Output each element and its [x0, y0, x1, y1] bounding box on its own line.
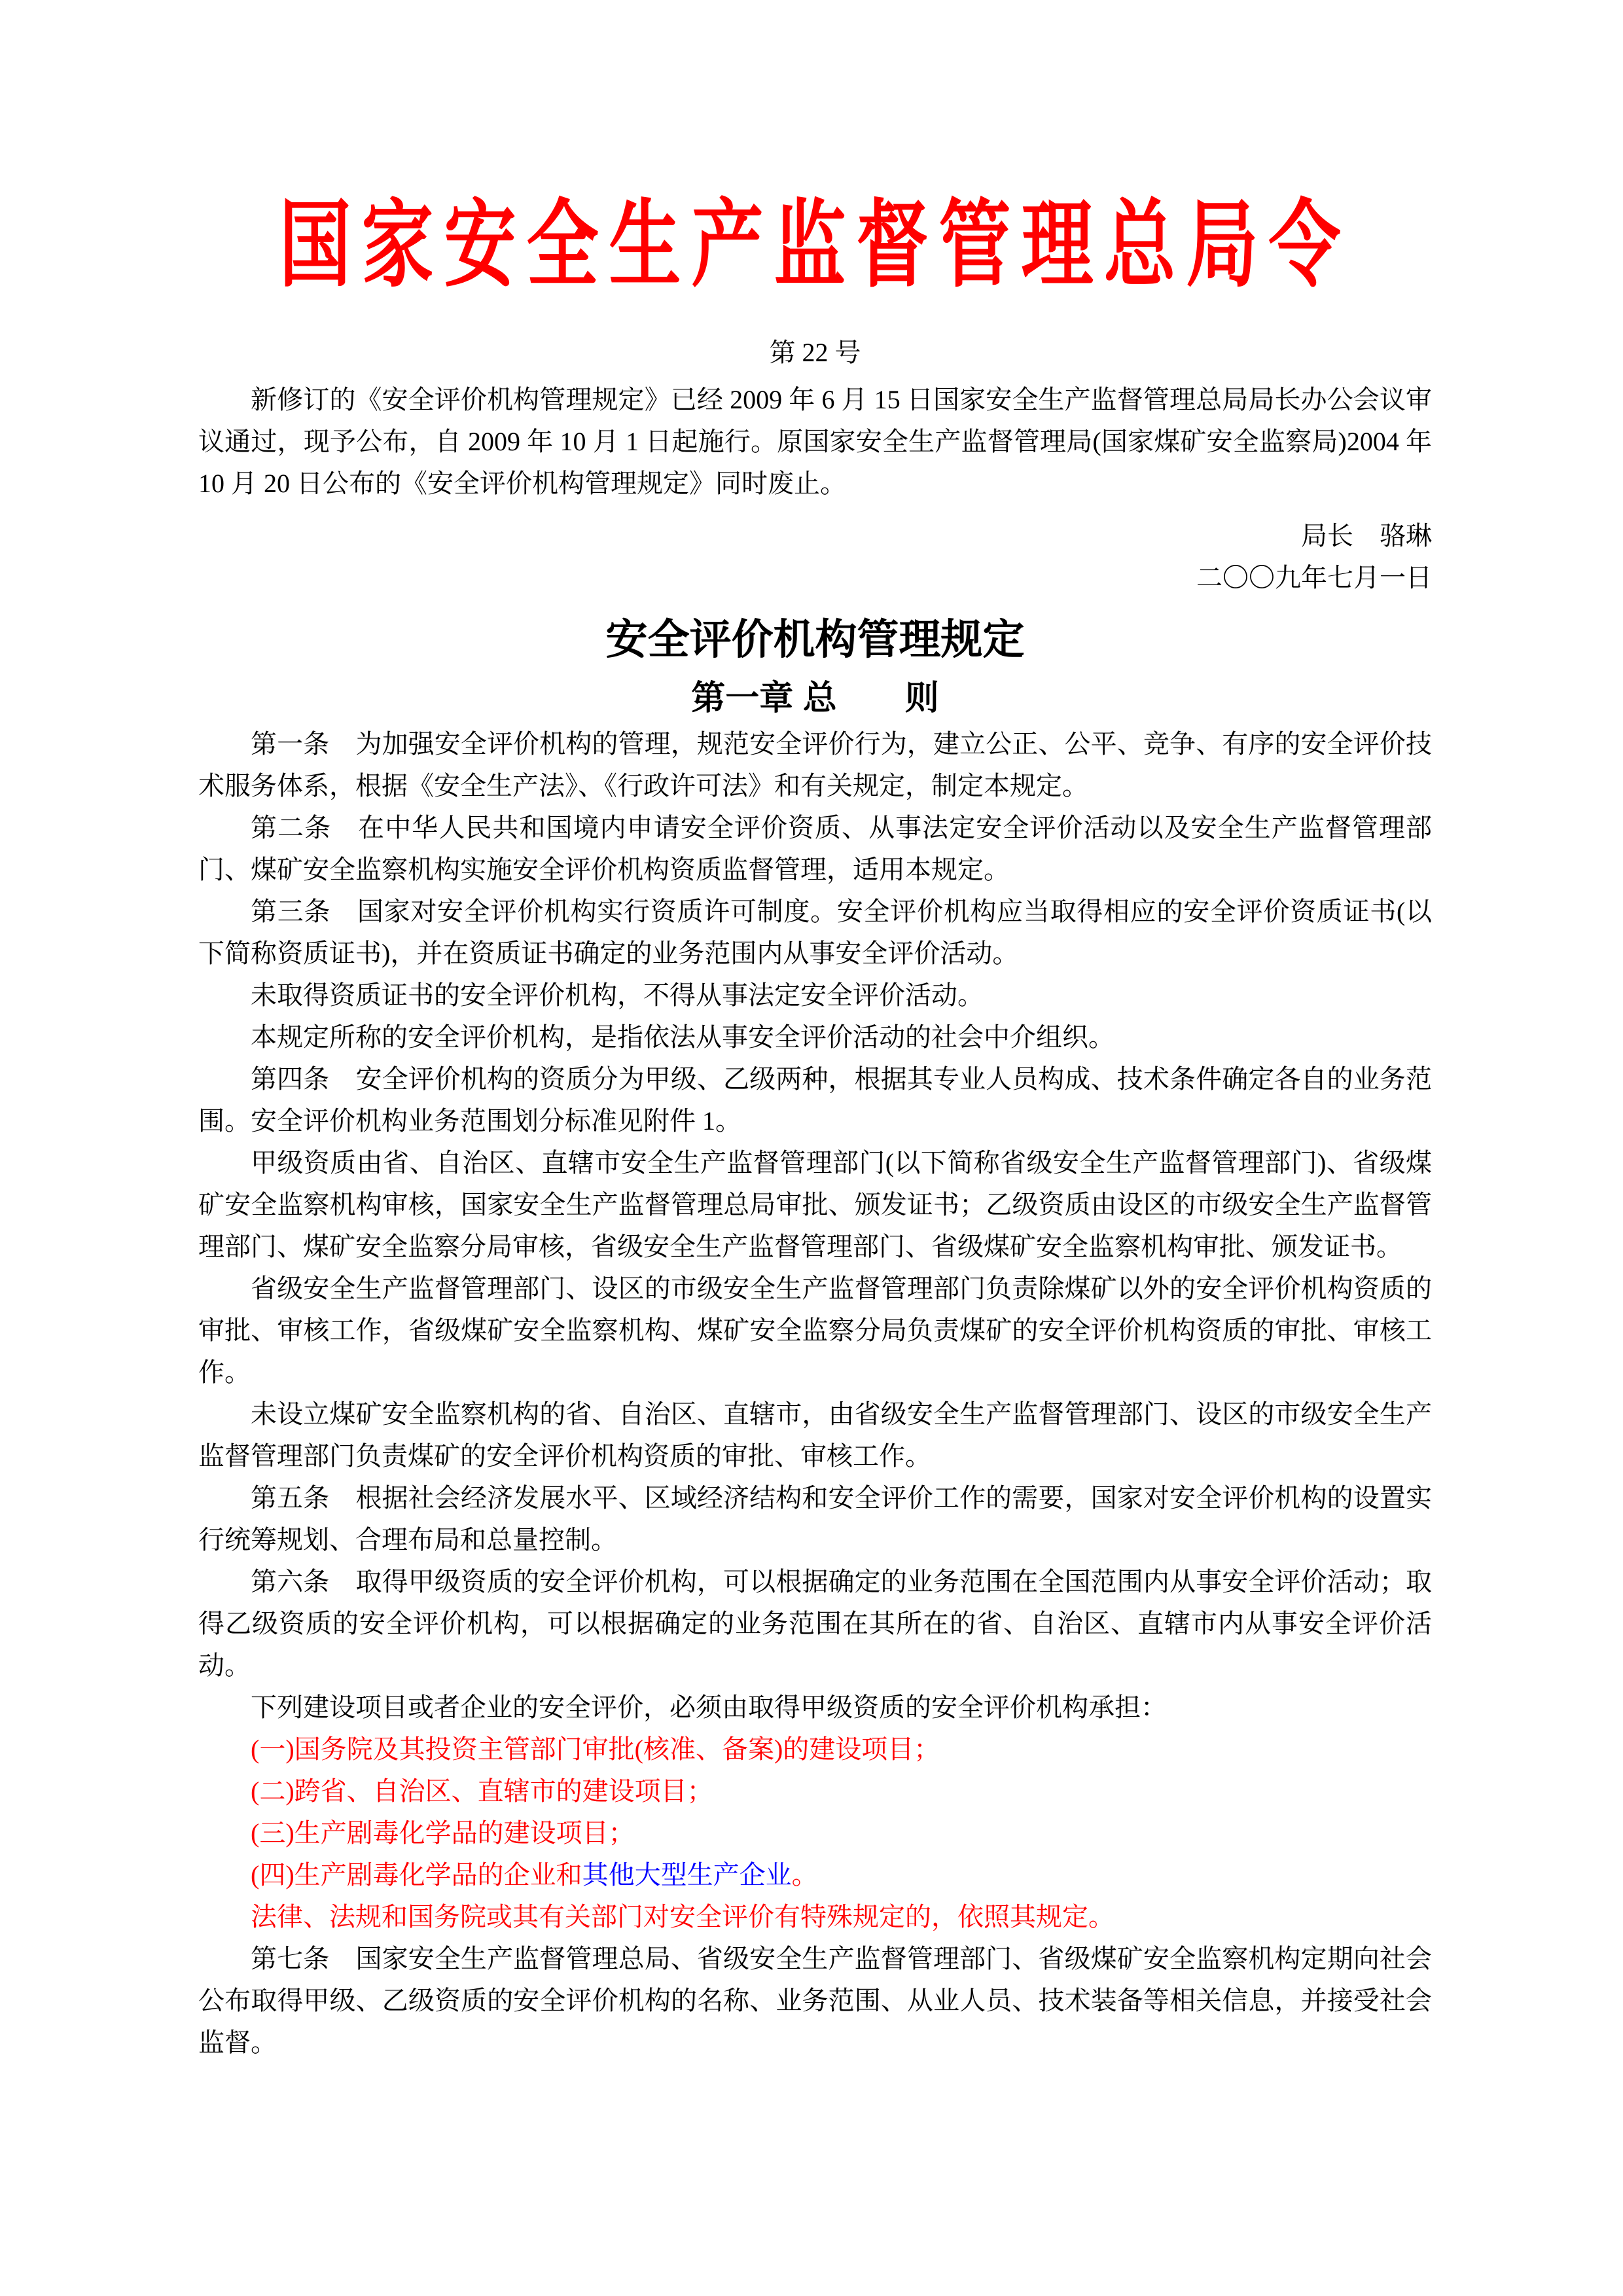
article-paragraph: [198, 1058, 1432, 1142]
paragraph-segment: 未取得资质证书的安全评价机构，不得从事法定安全评价活动。: [251, 980, 984, 1010]
article-paragraph: [198, 1477, 1432, 1561]
article-paragraph: [198, 723, 1432, 807]
article-paragraph: [198, 1729, 1432, 1770]
paragraph-segment: 第四条 安全评价机构的资质分为甲级、乙级两种，根据其专业人员构成、技术条件确定各自的业务范围。安全评价机构业务范围划分标准见附件 1。: [198, 1064, 1432, 1136]
article-paragraphs: [198, 723, 1432, 2064]
article-paragraph: [198, 975, 1432, 1016]
preamble-paragraph: 新修订的《安全评价机构管理规定》已经 2009 年 6 月 15 日国家安全生产监督管理总局局长办公会议审议通过，现予公布，自 2009 年 10 月 1 日起施行。原国家安全生产监督管理局(国家煤矿安全监察局)2004 年 10 月 20 日公布的《安全评价机构管理规定》同时废止。: [198, 385, 1432, 498]
article-paragraph: [198, 1896, 1432, 1938]
paragraph-segment: (三)生产剧毒化学品的建设项目；: [251, 1818, 635, 1848]
paragraph-segment: 法律、法规和国务院或其有关部门对安全评价有特殊规定的，依照其规定。: [251, 1902, 1115, 1931]
paragraph-segment: (四)生产剧毒化学品的企业和: [251, 1860, 582, 1890]
article-paragraph: [198, 1687, 1432, 1729]
article-paragraph: [198, 1938, 1432, 2064]
document-title: 安全评价机构管理规定: [605, 616, 1025, 663]
paragraph-segment: 第二条 在中华人民共和国境内申请安全评价资质、从事法定安全评价活动以及安全生产监督管理部门、煤矿安全监察机构实施安全评价机构资质监督管理，适用本规定。: [198, 813, 1432, 884]
paragraph-segment: 第五条 根据社会经济发展水平、区域经济结构和安全评价工作的需要，国家对安全评价机构的设置实行统筹规划、合理布局和总量控制。: [198, 1483, 1432, 1554]
article-paragraph: [198, 1812, 1432, 1854]
paragraph-segment: (二)跨省、自治区、直辖市的建设项目；: [251, 1776, 713, 1806]
article-paragraph: [198, 1268, 1432, 1393]
paragraph-segment: 未设立煤矿安全监察机构的省、自治区、直辖市，由省级安全生产监督管理部门、设区的市级安全生产监督管理部门负责煤矿的安全评价机构资质的审批、审核工作。: [198, 1399, 1432, 1471]
paragraph-segment: 第七条 国家安全生产监督管理总局、省级安全生产监督管理部门、省级煤矿安全监察机构定期向社会公布取得甲级、乙级资质的安全评价机构的名称、业务范围、从业人员、技术装备等相关信息，并接受社会监督。: [198, 1944, 1432, 2057]
paragraph-segment: 下列建设项目或者企业的安全评价，必须由取得甲级资质的安全评价机构承担：: [251, 1693, 1167, 1722]
paragraph-segment: 。: [791, 1860, 818, 1890]
article-paragraph: [198, 1854, 1432, 1896]
article-paragraph: [198, 891, 1432, 975]
paragraph-segment: 第三条 国家对安全评价机构实行资质许可制度。安全评价机构应当取得相应的安全评价资质证书(以下简称资质证书)，并在资质证书确定的业务范围内从事安全评价活动。: [198, 897, 1432, 968]
paragraph-segment: 甲级资质由省、自治区、直辖市安全生产监督管理部门(以下简称省级安全生产监督管理部门)、省级煤矿安全监察机构审核，国家安全生产监督管理总局审批、颁发证书；乙级资质由设区的市级安全生产监督管理部门、煤矿安全监察分局审核，省级安全生产监督管理部门、省级煤矿安全监察机构审批、颁发证书。: [198, 1148, 1432, 1261]
signature-date: 二〇〇九年七月一日: [1196, 563, 1432, 592]
paragraph-segment: 第六条 取得甲级资质的安全评价机构，可以根据确定的业务范围在全国范围内从事安全评价活动；取得乙级资质的安全评价机构，可以根据确定的业务范围在其所在的省、自治区、直辖市内从事安全评价活动。: [198, 1567, 1432, 1680]
paragraph-segment: 省级安全生产监督管理部门、设区的市级安全生产监督管理部门负责除煤矿以外的安全评价机构资质的审批、审核工作，省级煤矿安全监察机构、煤矿安全监察分局负责煤矿的安全评价机构资质的审批、审核工作。: [198, 1274, 1432, 1387]
page-title: 国家安全生产监督管理总局令: [279, 192, 1351, 298]
highlighted-phrase: 其他大型生产企业: [582, 1860, 792, 1890]
article-paragraph: [198, 1142, 1432, 1268]
signature-name: 局长 骆琳: [1301, 521, 1432, 550]
article-paragraph: [198, 1561, 1432, 1687]
paragraph-segment: (一)国务院及其投资主管部门审批(核准、备案)的建设项目；: [251, 1734, 940, 1764]
article-paragraph: [198, 807, 1432, 891]
article-paragraph: [198, 1770, 1432, 1812]
article-paragraph: [198, 1393, 1432, 1477]
article-paragraph: [198, 1016, 1432, 1058]
order-number: 第 22 号: [769, 338, 861, 367]
chapter-heading: 第一章 总 则: [691, 679, 939, 717]
paragraph-segment: 本规定所称的安全评价机构，是指依法从事安全评价活动的社会中介组织。: [251, 1022, 1115, 1052]
paragraph-segment: 第一条 为加强安全评价机构的管理，规范安全评价行为，建立公正、公平、竞争、有序的安全评价技术服务体系，根据《安全生产法》、《行政许可法》和有关规定，制定本规定。: [198, 729, 1432, 800]
